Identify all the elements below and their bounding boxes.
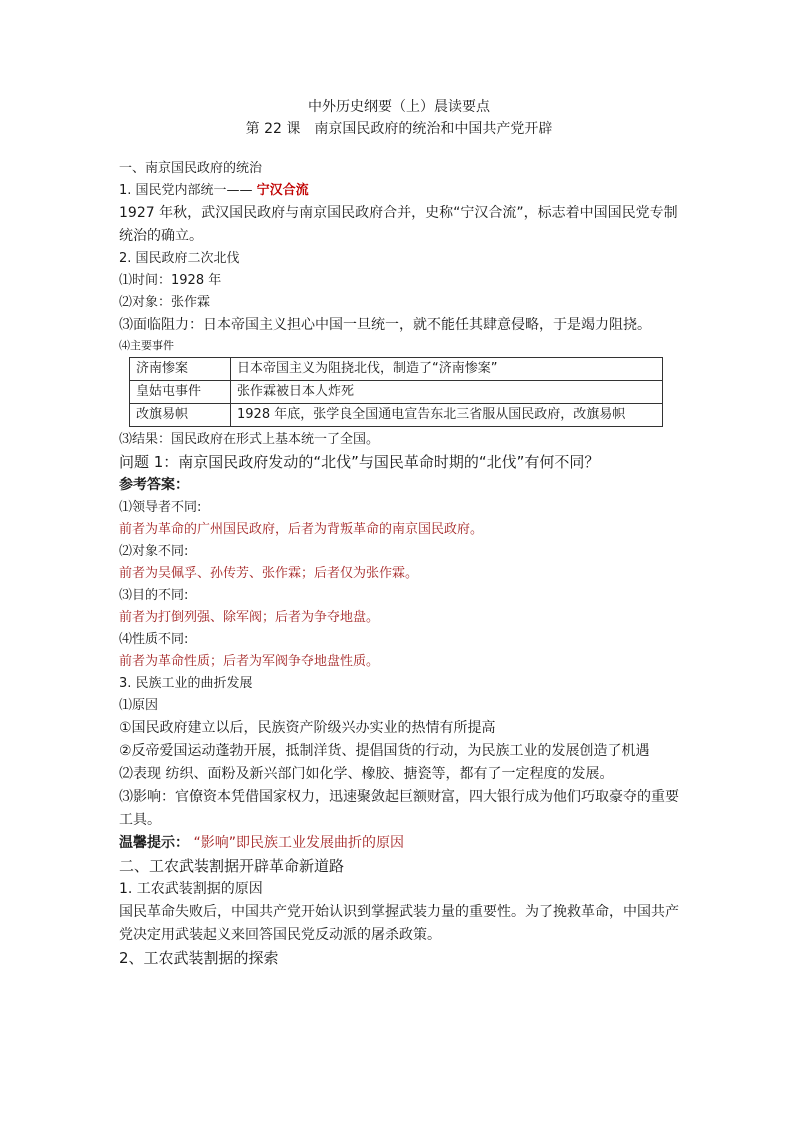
answer-question: ⑶目的不同: (119, 588, 189, 603)
document-title: 中外历史纲要（上）晨读要点 (308, 99, 490, 115)
section-1-item-3: 3. 民族工业的曲折发展 (119, 676, 253, 691)
answer-text: 前者为打倒列强、除军阀；后者为争夺地盘。 (119, 610, 380, 625)
reason-label: ⑴原因 (119, 698, 159, 713)
event-desc: 张作霖被日本人炸死 (231, 381, 663, 404)
table-row (130, 381, 663, 404)
section-2-item-1-paragraph: 国民革命失败后，中国共产党开始认识到掌握武装力量的重要性。为了挽救革命，中国共产党决定用武装起义来回答国民党反动派的屠杀政策。 (119, 904, 679, 943)
event-name: 济南惨案 (130, 358, 231, 381)
answer-question: ⑴领导者不同: (119, 500, 202, 515)
table-row (130, 404, 663, 427)
expedition-object: ⑵对象：张作霖 (119, 295, 211, 310)
answer-text: 前者为革命的广州国民政府，后者为背叛革命的南京国民政府。 (119, 522, 484, 537)
tip (119, 832, 679, 855)
section-1-item-1 (119, 180, 679, 202)
answer-question: ⑷性质不同: (119, 632, 189, 647)
tip-label: 温馨提示： (119, 835, 189, 851)
section-2-item-1: 1. 工农武装割据的原因 (119, 881, 263, 897)
table-row (130, 358, 663, 381)
reason-2: ②反帝爱国运动蓬勃开展，抵制洋货、提倡国货的行动，为民族工业的发展创造了机遇 (119, 743, 650, 759)
expedition-result: ⑶结果：国民政府在形式上基本统一了全国。 (119, 432, 380, 447)
section-1-heading: 一、南京国民政府的统治 (119, 161, 263, 176)
answer-text: 前者为革命性质；后者为军阀争夺地盘性质。 (119, 654, 380, 669)
answer-question: ⑵对象不同: (119, 544, 189, 559)
document-page (119, 96, 679, 970)
lesson-title: 第 22 课 南京国民政府的统治和中国共产党开辟 (245, 121, 553, 137)
expedition-time: ⑴时间：1928 年 (119, 273, 222, 288)
answer-text: 前者为吴佩孚、孙传芳、张作霖；后者仅为张作霖。 (119, 566, 419, 581)
item-1-key-term: 宁汉合流 (256, 183, 309, 198)
section-2-item-2: 2、工农武装割据的探索 (119, 949, 279, 967)
item-1-prefix: 1. 国民党内部统一—— (119, 183, 257, 198)
expedition-resistance: ⑶面临阻力：日本帝国主义担心中国一旦统一，就不能任其肆意侵略，于是竭力阻挠。 (119, 317, 651, 333)
item-1-paragraph: 1927 年秋，武汉国民政府与南京国民政府合并，史称“宁汉合流”，标志着中国国民党专制统治的确立。 (119, 205, 678, 244)
tip-text: “影响”即民族工业发展曲折的原因 (193, 835, 404, 851)
industry-performance: ⑵表现 纺织、面粉及新兴部门如化学、橡胶、搪瓷等，都有了一定程度的发展。 (119, 766, 614, 782)
industry-influence: ⑶影响：官僚资本凭借国家权力，迅速聚敛起巨额财富，四大银行成为他们巧取豪夺的重要工具。 (119, 789, 679, 828)
reason-1: ①国民政府建立以后，民族资产阶级兴办实业的热情有所提高 (119, 720, 496, 736)
answer-label: 参考答案： (119, 477, 189, 493)
event-name: 改旗易帜 (130, 404, 231, 427)
event-desc: 日本帝国主义为阻挠北伐，制造了“济南惨案” (231, 358, 663, 381)
event-desc: 1928 年底，张学良全国通电宣告东北三省服从国民政府，改旗易帜 (231, 404, 663, 427)
section-2-heading: 二、工农武装割据开辟革命新道路 (119, 857, 345, 875)
section-1-item-2: 2. 国民政府二次北伐 (119, 251, 240, 266)
events-label: ⑷主要事件 (119, 339, 174, 352)
event-name: 皇姑屯事件 (130, 381, 231, 404)
events-table (129, 357, 663, 427)
question-1: 问题 1：南京国民政府发动的“北伐”与国民革命时期的“北伐”有何不同？ (119, 453, 600, 471)
